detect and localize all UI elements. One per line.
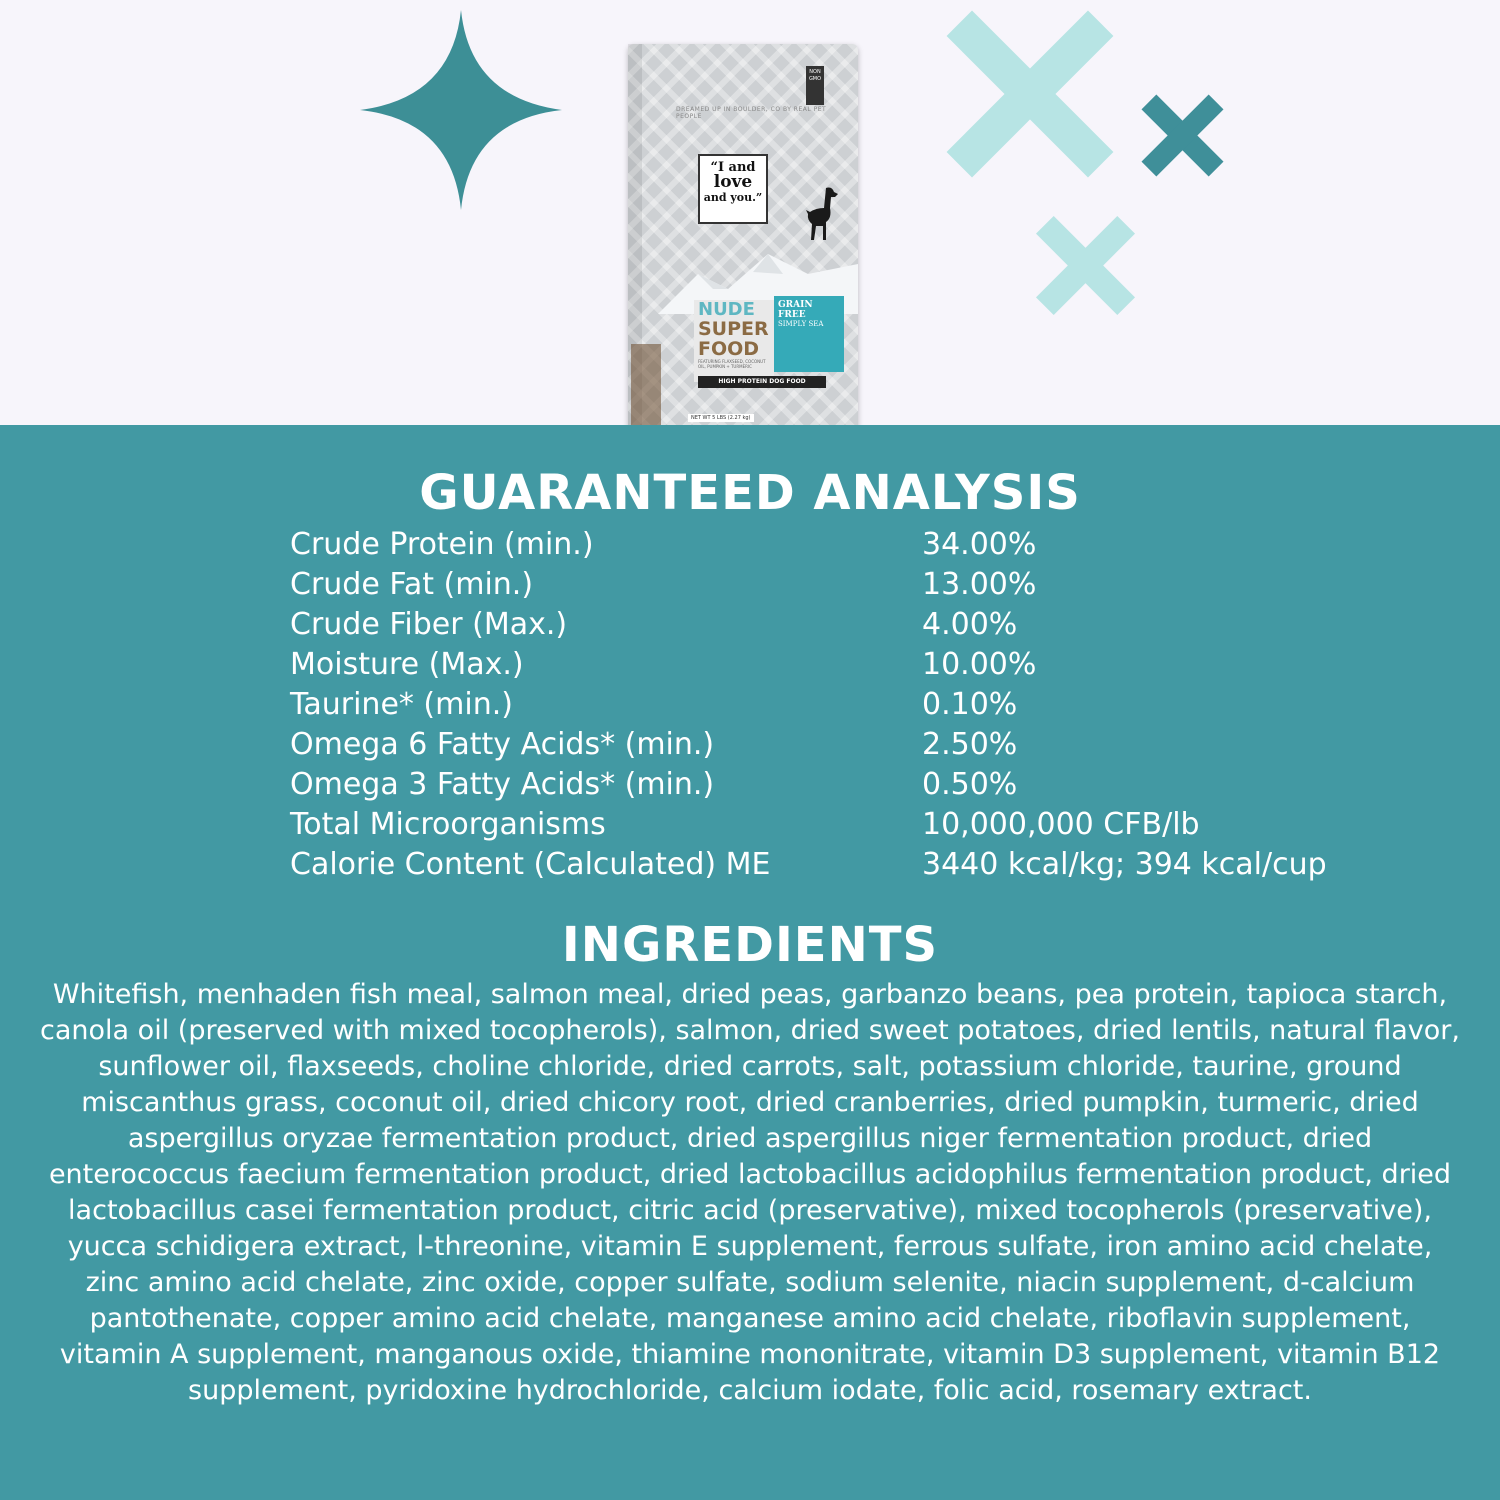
analysis-row: [290, 725, 1327, 765]
cross-icon: [1028, 208, 1143, 323]
analysis-value: 10,000,000 CFB/lb: [922, 807, 1200, 842]
net-weight-label: NET WT 5 LBS (2.27 kg): [688, 414, 754, 422]
product-name-subtitle: FEATURING FLAXSEED, COCONUT OIL, PUMPKIN + TURMERIC: [698, 359, 766, 369]
logo-line-3: and you.”: [703, 191, 763, 204]
product-name-line-1: NUDE: [698, 299, 755, 320]
analysis-row: [290, 645, 1327, 685]
analysis-value: 2.50%: [922, 727, 1018, 762]
analysis-label: Crude Fat (min.): [290, 567, 534, 602]
analysis-label: Calorie Content (Calculated) ME: [290, 847, 771, 882]
cross-icon: [940, 4, 1120, 184]
info-section: [0, 425, 1500, 1500]
analysis-value: 0.10%: [922, 687, 1018, 722]
dog-silhouette-icon: [804, 184, 844, 244]
four-point-star-icon: [358, 8, 564, 212]
nude-super-food-label: [694, 300, 774, 382]
analysis-value: 13.00%: [922, 567, 1037, 602]
high-protein-bar: HIGH PROTEIN DOG FOOD: [698, 376, 826, 388]
analysis-row: [290, 605, 1327, 645]
analysis-value: 4.00%: [922, 607, 1018, 642]
ingredients-title: INGREDIENTS: [561, 917, 939, 973]
product-bag-image: [628, 44, 858, 436]
analysis-label: Taurine* (min.): [290, 687, 513, 722]
analysis-value: 3440 kcal/kg; 394 kcal/cup: [922, 847, 1327, 882]
cross-icon: [1135, 88, 1230, 183]
analysis-label: Crude Protein (min.): [290, 527, 594, 562]
analysis-value: 34.00%: [922, 527, 1037, 562]
grain-free-panel: [774, 296, 844, 372]
panel-subtitle: SIMPLY SEA: [778, 320, 824, 328]
brand-logo: [698, 154, 768, 224]
analysis-value: 0.50%: [922, 767, 1018, 802]
analysis-row: [290, 565, 1327, 605]
analysis-row: [290, 765, 1327, 805]
analysis-label: Crude Fiber (Max.): [290, 607, 568, 642]
analysis-label: Total Microorganisms: [290, 807, 606, 842]
analysis-row: [290, 525, 1327, 565]
analysis-label: Omega 3 Fatty Acids* (min.): [290, 767, 715, 802]
header-illustration: [0, 0, 1500, 425]
analysis-row: [290, 685, 1327, 725]
logo-line-2: love: [713, 172, 753, 192]
analysis-row: [290, 845, 1327, 885]
logo-line-1: “I and: [710, 160, 756, 175]
analysis-value: 10.00%: [922, 647, 1037, 682]
analysis-label: Omega 6 Fatty Acids* (min.): [290, 727, 715, 762]
analysis-row: [290, 805, 1327, 845]
non-gmo-badge: NON GMO: [806, 66, 824, 105]
ingredients-text: Whitefish, menhaden fish meal, salmon meal, dried peas, garbanzo beans, pea protein, tapioca starch, canola oil (preserved with mixed tocopherols), salmon, dried sweet potatoes, dried lentils, natural flavor, sunflower oil, flaxseeds, choline chloride, dried carrots, salt, potassium chloride, taurine, ground miscanthus grass, coconut oil, dried chicory root, dried cranberries, dried pumpkin, turmeric, dried aspergillus oryzae fermentation product, dried aspergillus niger fermentation product, dried enterococcus faecium fermentation product, dried lactobacillus acidophilus fermentation product, dried lactobacillus casei fermentation product, citric acid (preservative), mixed tocopherols (preservative), yucca schidigera extract, l-threonine, vitamin E supplement, ferrous sulfate, iron amino acid chelate, zinc amino acid chelate, zinc oxide, copper sulfate, sodium selenite, niacin supplement, d-calcium pantothenate, copper amino acid chelate, manganese amino acid chelate, riboflavin supplement, vitamin A supplement, manganous oxide, thiamine mononitrate, vitamin D3 supplement, vitamin B12 supplement, pyridoxine hydrochloride, calcium iodate, folic acid, rosemary extract.: [40, 979, 1460, 1406]
product-name-line-3: FOOD: [698, 338, 760, 360]
guaranteed-analysis-table: [290, 525, 1327, 885]
bag-tagline: DREAMED UP IN BOULDER, CO BY REAL PET PEOPLE: [676, 106, 827, 120]
panel-title: GRAIN FREE: [778, 300, 813, 320]
product-name-line-2: SUPER: [698, 318, 769, 340]
guaranteed-analysis-title: GUARANTEED ANALYSIS: [419, 465, 1081, 521]
analysis-label: Moisture (Max.): [290, 647, 524, 682]
